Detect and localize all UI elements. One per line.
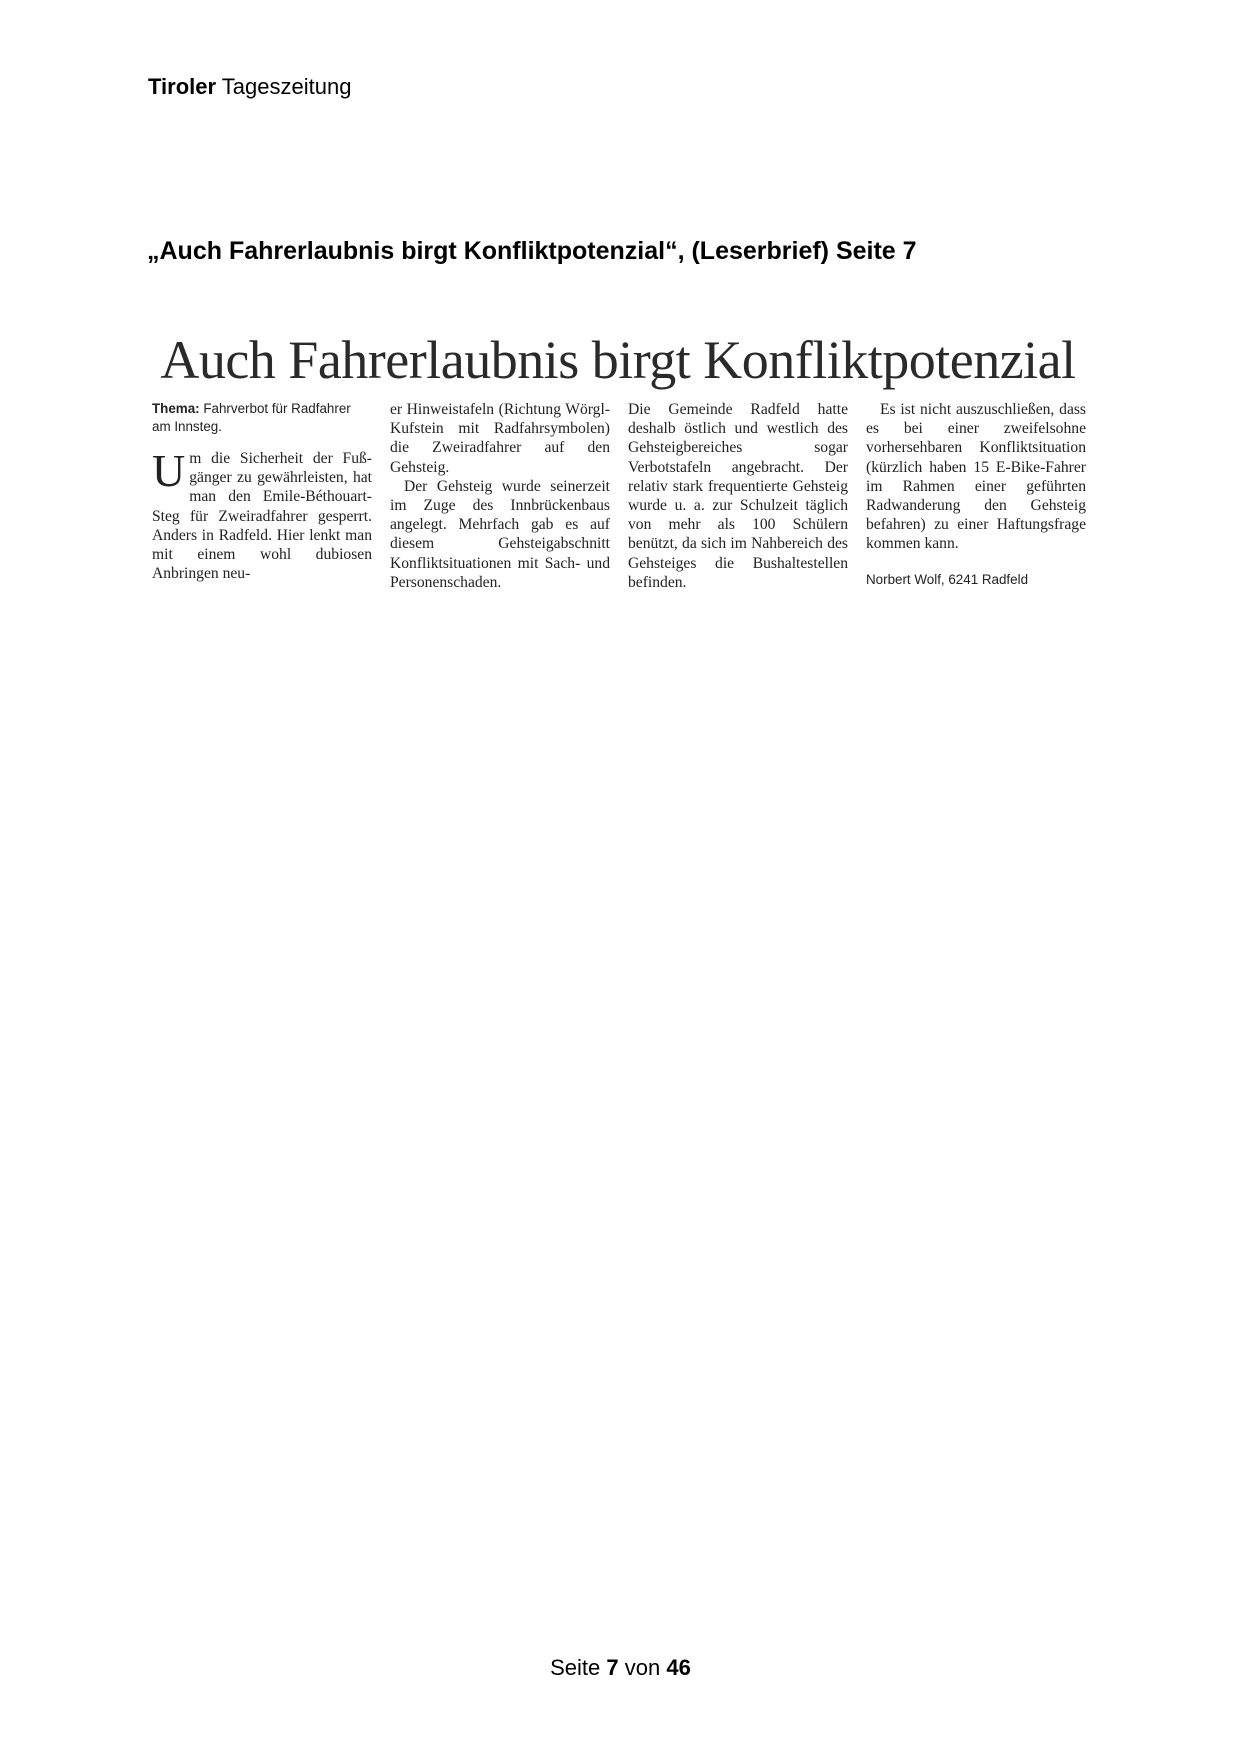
page-footer: [0, 1655, 1241, 1681]
publication-masthead: [148, 74, 351, 100]
publication-name-regular: Tageszeitung: [221, 74, 352, 99]
drop-cap: U: [152, 445, 186, 496]
publication-name-bold: Tiroler: [148, 74, 217, 99]
column-2-paragraph-1: er Hinweistafeln (Richtung Wörgl-Kufstein mit Radfahrsymbolen) die Zweiradfahrer auf den Gehsteig.: [390, 401, 610, 476]
column-3-paragraph-1: Die Gemeinde Radfeld hatte deshalb östlich und westlich des Gehsteigbereiches sogar Verbotstafeln angebracht. Der relativ stark frequentierte Gehsteig wurde u. a. zur Schulzeit täglich von mehr als 100 Schülern benützt, da sich im Nahbereich des Gehsteiges die Bushaltestellen befinden.: [628, 401, 848, 591]
article-paragraph: [628, 400, 848, 592]
page-prefix: Seite: [550, 1655, 601, 1680]
page-total: 46: [666, 1655, 691, 1680]
article-topic: [152, 400, 372, 436]
newspaper-clipping: [150, 320, 1086, 596]
topic-text: Fahrverbot für Radfahrer am Innsteg.: [152, 401, 351, 434]
article-paragraph: [152, 445, 372, 583]
article-column-4: [866, 400, 1086, 589]
article-column-2: [390, 400, 610, 592]
column-4-paragraph-1: Es ist nicht auszuschließen, dass es bei einer zweifelsohne vorhersehbaren Konfliktsituation (kürzlich haben 15 E-Bike-Fahrer im Rahmen einer geführten Radwanderung den Gehsteig befahren) zu einer Haftungsfrage kommen kann.: [866, 401, 1086, 553]
column-1-text: m die Sicherheit der Fußgänger zu gewährleisten, hat man den Emile-Béthouart-Steg für Zweiradfahrer gesperrt. Anders in Radfeld. Hier lenkt man mit einem wohl dubiosen Anbringen neu-: [152, 450, 372, 583]
document-title: „Auch Fahrerlaubnis birgt Konfliktpotenzial“, (Leserbrief) Seite 7: [147, 237, 917, 265]
column-2-paragraph-2: Der Gehsteig wurde seinerzeit im Zuge des Innbrückenbaus angelegt. Mehrfach gab es auf diesem Gehsteigabschnitt Konfliktsituationen mit Sach- und Personenschaden.: [390, 477, 610, 591]
article-headline: Auch Fahrerlaubnis birgt Konfliktpotenzial: [160, 330, 1076, 390]
article-column-1: [152, 400, 372, 583]
topic-label: Thema:: [152, 401, 200, 416]
page-current: 7: [606, 1655, 619, 1680]
page-separator: von: [624, 1655, 661, 1680]
author-signature: Norbert Wolf, 6241 Radfeld: [866, 571, 1029, 587]
article-column-3: [628, 400, 848, 592]
article-paragraph: [390, 400, 610, 592]
article-paragraph: [866, 400, 1086, 554]
